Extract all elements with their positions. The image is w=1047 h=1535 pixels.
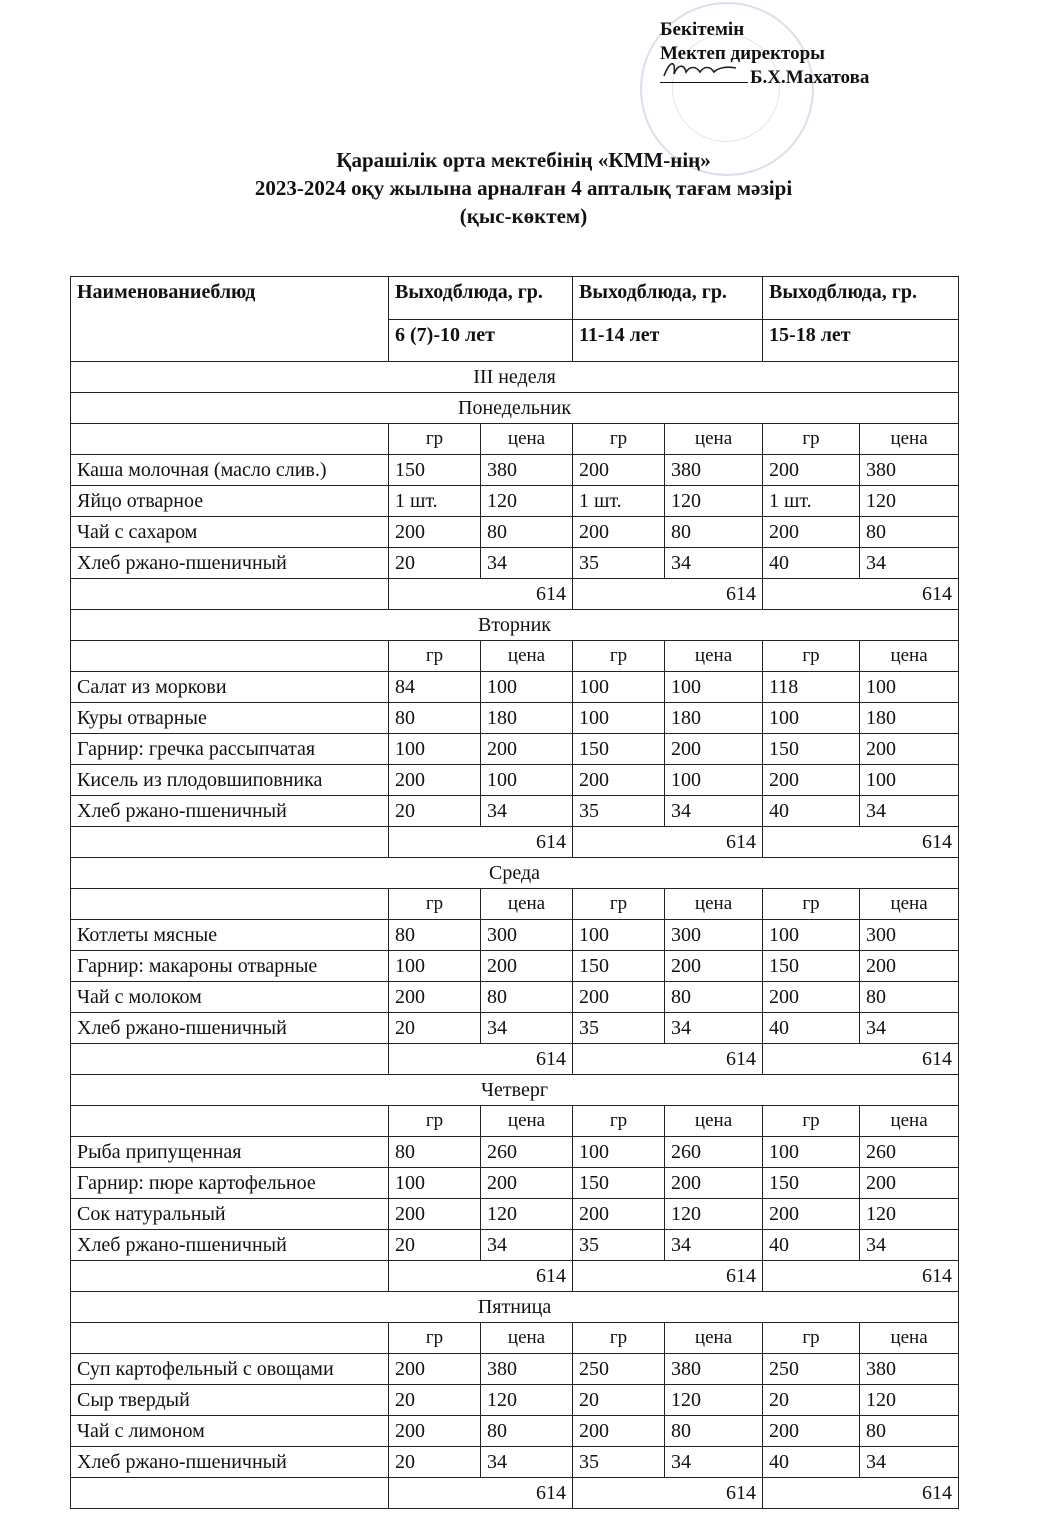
dish-weight: 200: [763, 765, 860, 796]
dish-weight: 40: [763, 1013, 860, 1044]
dish-price: 200: [665, 734, 763, 765]
subheader-price: цена: [481, 641, 573, 672]
dish-weight: 35: [573, 1013, 665, 1044]
director-position: Мектеп директоры: [660, 43, 826, 64]
dish-name: Гарнир: гречка рассыпчатая: [71, 734, 389, 765]
total-row: [71, 827, 959, 858]
dish-weight: 200: [573, 455, 665, 486]
table-row: [71, 734, 959, 765]
dish-price: 200: [481, 1168, 573, 1199]
table-row: [71, 765, 959, 796]
dish-price: 34: [860, 1230, 959, 1261]
day-total: 614: [573, 1261, 763, 1292]
header-dish-name: Наименованиеблюд: [71, 277, 389, 362]
column-subheader-row: [71, 1106, 959, 1137]
dish-price: 100: [860, 672, 959, 703]
dish-price: 80: [860, 982, 959, 1013]
column-subheader-row: [71, 424, 959, 455]
day-row: [71, 858, 959, 889]
dish-weight: 40: [763, 796, 860, 827]
header-row: [71, 277, 959, 320]
dish-weight: 40: [763, 1230, 860, 1261]
table-row: [71, 703, 959, 734]
subheader-price: цена: [665, 1106, 763, 1137]
table-row: [71, 672, 959, 703]
dish-price: 260: [481, 1137, 573, 1168]
dish-weight: 100: [389, 951, 481, 982]
total-row: [71, 579, 959, 610]
subheader-gr: гр: [389, 424, 481, 455]
day-total: 614: [573, 579, 763, 610]
subheader-gr: гр: [389, 889, 481, 920]
day-total: 614: [389, 1261, 573, 1292]
dish-weight: 20: [573, 1385, 665, 1416]
day-total: 614: [389, 579, 573, 610]
table-row: [71, 796, 959, 827]
table-row: [71, 1416, 959, 1447]
dish-price: 120: [481, 1199, 573, 1230]
dish-weight: 200: [389, 517, 481, 548]
day-total: 614: [763, 1044, 959, 1075]
dish-name: Чай с молоком: [71, 982, 389, 1013]
subheader-gr: гр: [763, 1323, 860, 1354]
dish-weight: 118: [763, 672, 860, 703]
dish-weight: 150: [389, 455, 481, 486]
total-empty-cell: [71, 579, 389, 610]
subheader-gr: гр: [763, 889, 860, 920]
day-total: 614: [389, 1044, 573, 1075]
dish-weight: 150: [573, 951, 665, 982]
header-output-2: Выходблюда, гр.: [573, 277, 763, 320]
dish-name: Кисель из плодовшиповника: [71, 765, 389, 796]
table-row: [71, 1137, 959, 1168]
dish-weight: 20: [389, 1013, 481, 1044]
dish-weight: 150: [763, 951, 860, 982]
dish-price: 120: [665, 486, 763, 517]
day-total: 614: [573, 1478, 763, 1509]
dish-price: 120: [860, 1385, 959, 1416]
dish-weight: 1 шт.: [573, 486, 665, 517]
dish-weight: 20: [763, 1385, 860, 1416]
subheader-price: цена: [481, 424, 573, 455]
title-line-2: 2023-2024 оқу жылына арналған 4 апталық тағам мәзірі: [254, 176, 793, 200]
dish-price: 100: [481, 765, 573, 796]
table-row: [71, 1354, 959, 1385]
dish-weight: 150: [573, 734, 665, 765]
dish-weight: 200: [573, 517, 665, 548]
director-name: Б.Х.Махатова: [750, 67, 870, 88]
dish-price: 200: [481, 951, 573, 982]
week-label: III неделя: [71, 362, 959, 393]
total-empty-cell: [71, 1478, 389, 1509]
dish-price: 380: [481, 1354, 573, 1385]
dish-weight: 200: [573, 765, 665, 796]
dish-price: 260: [665, 1137, 763, 1168]
dish-price: 380: [665, 1354, 763, 1385]
subheader-gr: гр: [389, 1323, 481, 1354]
dish-name: Суп картофельный с овощами: [71, 1354, 389, 1385]
total-row: [71, 1261, 959, 1292]
subheader-gr: гр: [763, 424, 860, 455]
subheader-price: цена: [481, 889, 573, 920]
subheader-empty-cell: [71, 1323, 389, 1354]
dish-price: 80: [665, 517, 763, 548]
title-line-1: Қарашілік орта мектебінің «КММ-нің»: [336, 148, 711, 172]
dish-weight: 80: [389, 703, 481, 734]
day-name: Пятница: [71, 1292, 959, 1323]
column-subheader-row: [71, 1323, 959, 1354]
dish-price: 34: [665, 1230, 763, 1261]
dish-weight: 20: [389, 1447, 481, 1478]
document-title: [0, 146, 1047, 230]
signature-icon: [660, 66, 748, 83]
title-line-3: (қыс-көктем): [459, 204, 588, 228]
dish-price: 34: [860, 1013, 959, 1044]
dish-price: 380: [860, 1354, 959, 1385]
dish-price: 34: [481, 1447, 573, 1478]
subheader-price: цена: [860, 889, 959, 920]
table-row: [71, 1168, 959, 1199]
dish-weight: 200: [573, 1416, 665, 1447]
approval-block: [660, 18, 869, 90]
table-row: [71, 1385, 959, 1416]
dish-weight: 40: [763, 548, 860, 579]
dish-weight: 200: [389, 1416, 481, 1447]
dish-price: 200: [860, 1168, 959, 1199]
dish-price: 120: [860, 1199, 959, 1230]
dish-price: 100: [665, 672, 763, 703]
dish-weight: 200: [763, 1199, 860, 1230]
dish-weight: 100: [763, 920, 860, 951]
table-row: [71, 951, 959, 982]
dish-price: 300: [481, 920, 573, 951]
dish-name: Котлеты мясные: [71, 920, 389, 951]
subheader-price: цена: [860, 641, 959, 672]
dish-name: Рыба припущенная: [71, 1137, 389, 1168]
dish-price: 180: [481, 703, 573, 734]
total-row: [71, 1478, 959, 1509]
dish-weight: 20: [389, 796, 481, 827]
dish-price: 260: [860, 1137, 959, 1168]
day-total: 614: [389, 1478, 573, 1509]
subheader-empty-cell: [71, 641, 389, 672]
week-row: [71, 362, 959, 393]
day-total: 614: [573, 827, 763, 858]
dish-name: Хлеб ржано-пшеничный: [71, 1013, 389, 1044]
total-empty-cell: [71, 827, 389, 858]
dish-price: 80: [860, 1416, 959, 1447]
dish-weight: 100: [763, 703, 860, 734]
dish-weight: 1 шт.: [763, 486, 860, 517]
dish-name: Салат из моркови: [71, 672, 389, 703]
day-total: 614: [763, 827, 959, 858]
header-age-1: 6 (7)-10 лет: [389, 319, 573, 362]
subheader-gr: гр: [763, 1106, 860, 1137]
total-row: [71, 1044, 959, 1075]
dish-weight: 1 шт.: [389, 486, 481, 517]
dish-weight: 250: [573, 1354, 665, 1385]
subheader-gr: гр: [573, 641, 665, 672]
day-row: [71, 1075, 959, 1106]
subheader-empty-cell: [71, 889, 389, 920]
dish-name: Гарнир: макароны отварные: [71, 951, 389, 982]
dish-weight: 35: [573, 1230, 665, 1261]
header-age-2: 11-14 лет: [573, 319, 763, 362]
dish-price: 80: [481, 982, 573, 1013]
total-empty-cell: [71, 1044, 389, 1075]
day-row: [71, 1292, 959, 1323]
header-output-3: Выходблюда, гр.: [763, 277, 959, 320]
dish-weight: 100: [389, 1168, 481, 1199]
dish-weight: 35: [573, 548, 665, 579]
dish-weight: 200: [389, 765, 481, 796]
table-row: [71, 517, 959, 548]
dish-price: 34: [665, 1013, 763, 1044]
dish-weight: 150: [763, 1168, 860, 1199]
day-total: 614: [389, 827, 573, 858]
dish-weight: 200: [389, 1199, 481, 1230]
dish-weight: 200: [573, 1199, 665, 1230]
dish-price: 200: [665, 1168, 763, 1199]
table-row: [71, 455, 959, 486]
subheader-price: цена: [665, 889, 763, 920]
dish-name: Сок натуральный: [71, 1199, 389, 1230]
header-age-3: 15-18 лет: [763, 319, 959, 362]
dish-name: Хлеб ржано-пшеничный: [71, 1230, 389, 1261]
dish-name: Яйцо отварное: [71, 486, 389, 517]
dish-price: 34: [481, 1230, 573, 1261]
dish-weight: 200: [389, 982, 481, 1013]
table-row: [71, 982, 959, 1013]
dish-price: 34: [665, 796, 763, 827]
dish-weight: 100: [763, 1137, 860, 1168]
dish-weight: 35: [573, 796, 665, 827]
dish-weight: 20: [389, 1385, 481, 1416]
dish-price: 200: [860, 734, 959, 765]
subheader-gr: гр: [573, 1106, 665, 1137]
subheader-price: цена: [665, 1323, 763, 1354]
dish-price: 300: [860, 920, 959, 951]
dish-weight: 84: [389, 672, 481, 703]
subheader-price: цена: [860, 424, 959, 455]
dish-price: 34: [481, 796, 573, 827]
dish-price: 34: [860, 548, 959, 579]
subheader-gr: гр: [389, 1106, 481, 1137]
table-row: [71, 1013, 959, 1044]
dish-weight: 20: [389, 1230, 481, 1261]
menu-table: [70, 276, 959, 1509]
subheader-price: цена: [481, 1106, 573, 1137]
table-row: [71, 1447, 959, 1478]
dish-price: 120: [481, 486, 573, 517]
header-output-1: Выходблюда, гр.: [389, 277, 573, 320]
dish-weight: 200: [763, 982, 860, 1013]
dish-weight: 100: [389, 734, 481, 765]
dish-weight: 80: [389, 920, 481, 951]
subheader-price: цена: [481, 1323, 573, 1354]
dish-weight: 100: [573, 672, 665, 703]
dish-price: 80: [481, 517, 573, 548]
dish-price: 120: [860, 486, 959, 517]
dish-name: Гарнир: пюре картофельное: [71, 1168, 389, 1199]
dish-price: 100: [481, 672, 573, 703]
subheader-gr: гр: [573, 889, 665, 920]
dish-price: 120: [481, 1385, 573, 1416]
dish-price: 34: [665, 1447, 763, 1478]
dish-price: 380: [860, 455, 959, 486]
total-empty-cell: [71, 1261, 389, 1292]
day-total: 614: [573, 1044, 763, 1075]
dish-weight: 200: [763, 1416, 860, 1447]
dish-name: Хлеб ржано-пшеничный: [71, 548, 389, 579]
dish-weight: 80: [389, 1137, 481, 1168]
dish-price: 200: [665, 951, 763, 982]
day-name: Четверг: [71, 1075, 959, 1106]
dish-weight: 35: [573, 1447, 665, 1478]
dish-name: Сыр твердый: [71, 1385, 389, 1416]
subheader-price: цена: [665, 641, 763, 672]
dish-weight: 40: [763, 1447, 860, 1478]
dish-price: 300: [665, 920, 763, 951]
dish-price: 100: [665, 765, 763, 796]
dish-weight: 100: [573, 1137, 665, 1168]
table-row: [71, 920, 959, 951]
dish-name: Куры отварные: [71, 703, 389, 734]
column-subheader-row: [71, 889, 959, 920]
subheader-gr: гр: [573, 424, 665, 455]
dish-price: 34: [860, 796, 959, 827]
dish-weight: 150: [763, 734, 860, 765]
dish-price: 120: [665, 1385, 763, 1416]
subheader-gr: гр: [389, 641, 481, 672]
day-row: [71, 393, 959, 424]
dish-weight: 150: [573, 1168, 665, 1199]
subheader-price: цена: [665, 424, 763, 455]
dish-price: 200: [481, 734, 573, 765]
dish-weight: 200: [573, 982, 665, 1013]
table-row: [71, 1199, 959, 1230]
subheader-price: цена: [860, 1106, 959, 1137]
dish-name: Чай с лимоном: [71, 1416, 389, 1447]
dish-price: 34: [481, 1013, 573, 1044]
dish-weight: 100: [573, 920, 665, 951]
subheader-price: цена: [860, 1323, 959, 1354]
day-total: 614: [763, 1261, 959, 1292]
dish-weight: 20: [389, 548, 481, 579]
dish-weight: 200: [389, 1354, 481, 1385]
dish-price: 380: [481, 455, 573, 486]
table-row: [71, 1230, 959, 1261]
dish-price: 80: [481, 1416, 573, 1447]
dish-weight: 100: [573, 703, 665, 734]
table-row: [71, 486, 959, 517]
day-name: Среда: [71, 858, 959, 889]
table-row: [71, 548, 959, 579]
dish-weight: 200: [763, 455, 860, 486]
day-row: [71, 610, 959, 641]
dish-weight: 250: [763, 1354, 860, 1385]
day-name: Понедельник: [71, 393, 959, 424]
dish-weight: 200: [763, 517, 860, 548]
subheader-gr: гр: [573, 1323, 665, 1354]
column-subheader-row: [71, 641, 959, 672]
dish-price: 80: [665, 982, 763, 1013]
dish-price: 80: [860, 517, 959, 548]
dish-name: Чай с сахаром: [71, 517, 389, 548]
subheader-empty-cell: [71, 424, 389, 455]
dish-name: Хлеб ржано-пшеничный: [71, 796, 389, 827]
director-signature-line: [660, 66, 869, 90]
dish-price: 34: [860, 1447, 959, 1478]
dish-price: 34: [481, 548, 573, 579]
dish-price: 120: [665, 1199, 763, 1230]
day-total: 614: [763, 579, 959, 610]
dish-price: 380: [665, 455, 763, 486]
subheader-empty-cell: [71, 1106, 389, 1137]
subheader-gr: гр: [763, 641, 860, 672]
dish-name: Хлеб ржано-пшеничный: [71, 1447, 389, 1478]
dish-price: 200: [860, 951, 959, 982]
dish-price: 80: [665, 1416, 763, 1447]
approval-label: Бекітемін: [660, 19, 745, 40]
dish-price: 34: [665, 548, 763, 579]
day-name: Вторник: [71, 610, 959, 641]
day-total: 614: [763, 1478, 959, 1509]
dish-price: 100: [860, 765, 959, 796]
dish-name: Каша молочная (масло слив.): [71, 455, 389, 486]
dish-price: 180: [665, 703, 763, 734]
dish-price: 180: [860, 703, 959, 734]
